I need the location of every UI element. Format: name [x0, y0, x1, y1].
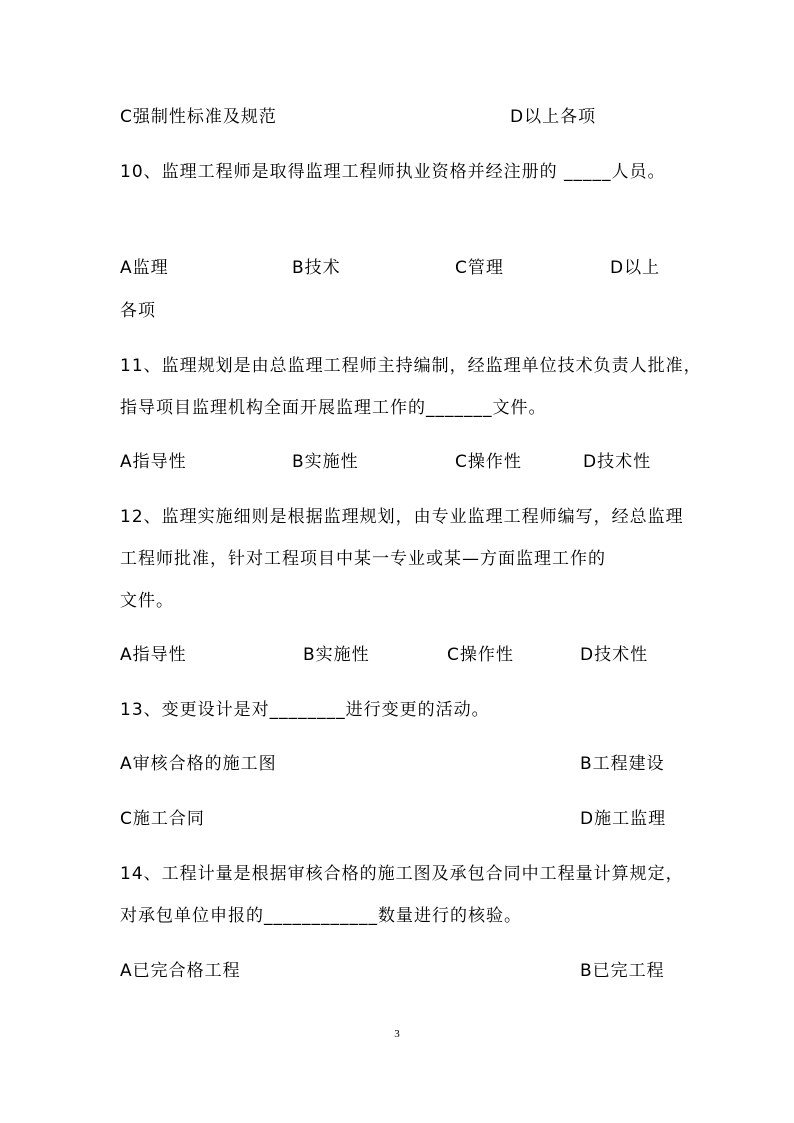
q14-option-b: B已完工程	[580, 961, 665, 981]
q13-option-c: C施工合同	[120, 809, 205, 829]
q12-option-b: B实施性	[303, 645, 370, 665]
q10-option-d: D以上	[610, 258, 661, 278]
q12-line3: 文件。	[120, 591, 174, 611]
q12-option-a: A指导性	[120, 645, 187, 665]
q13-stem: 13、变更设计是对________进行变更的活动。	[120, 700, 490, 720]
q9-option-c: C强制性标准及规范	[120, 107, 277, 127]
q9-option-d: D以上各项	[510, 107, 597, 127]
q12-line1: 12、监理实施细则是根据监理规划，由专业监理工程师编写，经总监理	[120, 507, 684, 527]
q11-option-b: B实施性	[292, 452, 359, 472]
q11-line2: 指导项目监理机构全面开展监理工作的_______文件。	[120, 398, 547, 418]
q13-option-d: D施工监理	[580, 809, 667, 829]
q14-line1: 14、工程计量是根据审核合格的施工图及承包合同中工程量计算规定，	[120, 864, 684, 884]
q10-option-a: A监理	[120, 258, 169, 278]
q13-option-a: A审核合格的施工图	[120, 754, 277, 774]
q10-stem: 10、监理工程师是取得监理工程师执业资格并经注册的 _____人员。	[120, 162, 666, 182]
q12-option-c: C操作性	[447, 645, 514, 665]
q14-option-a: A已完合格工程	[120, 961, 241, 981]
q11-option-a: A指导性	[120, 452, 187, 472]
page-number: 3	[394, 1028, 400, 1040]
q10-option-d-cont: 各项	[120, 301, 156, 321]
q13-option-b: B工程建设	[580, 754, 665, 774]
q12-line2: 工程师批准，针对工程项目中某一专业或某—方面监理工作的	[120, 549, 606, 569]
q10-option-b: B技术	[292, 258, 341, 278]
q12-option-d: D技术性	[580, 645, 649, 665]
q11-option-c: C操作性	[455, 452, 522, 472]
q10-option-c: C管理	[455, 258, 504, 278]
q11-line1: 11、监理规划是由总监理工程师主持编制，经监理单位技术负责人批准，	[120, 356, 702, 376]
q14-line2: 对承包单位申报的____________数量进行的核验。	[120, 906, 522, 926]
q11-option-d: D技术性	[583, 452, 652, 472]
